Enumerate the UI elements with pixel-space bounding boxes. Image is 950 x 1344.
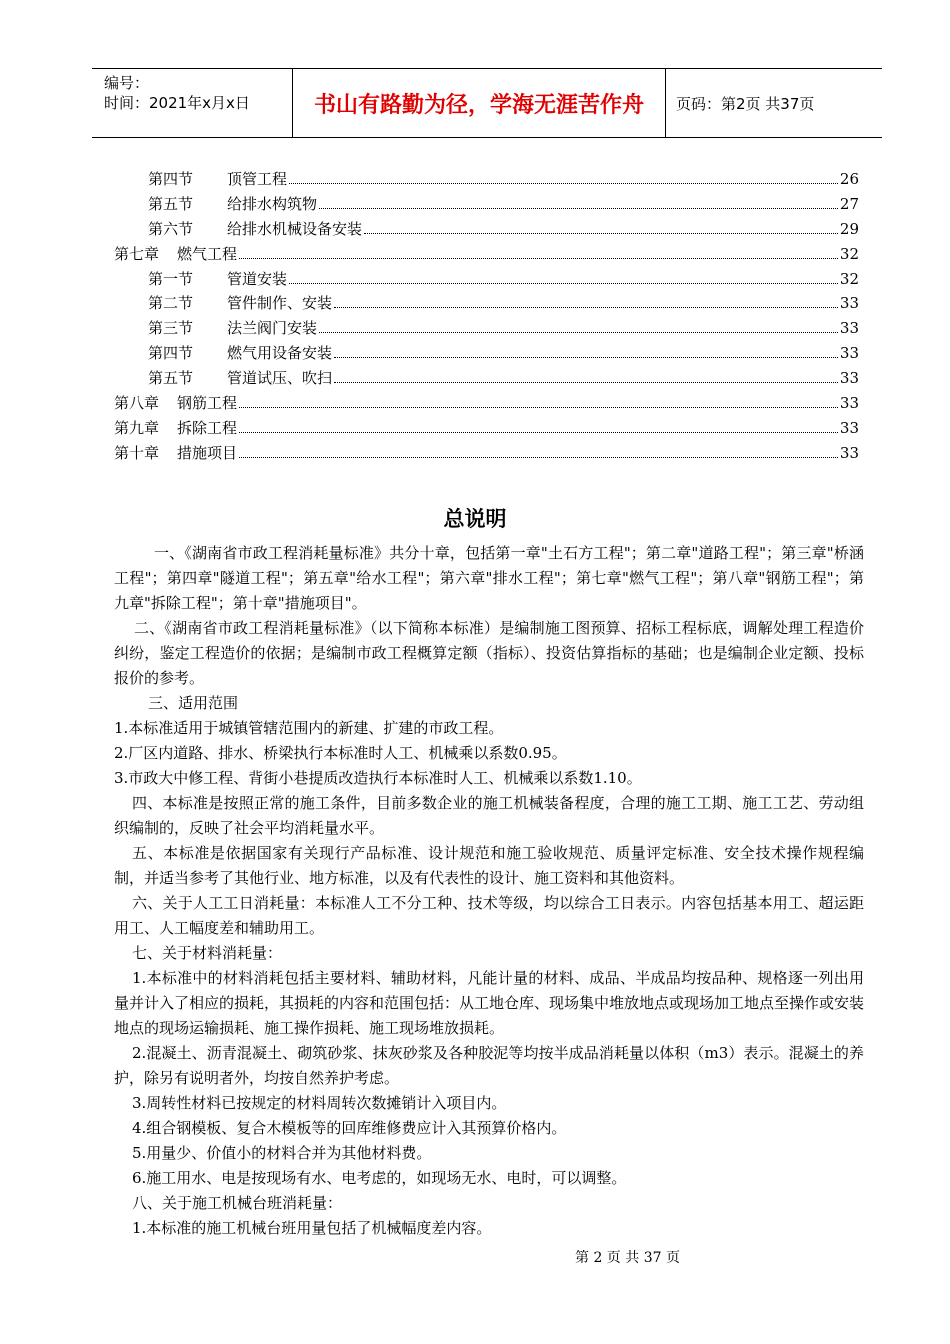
paragraph: 6.施工用水、电是按现场有水、电考虑的，如现场无水、电时，可以调整。 xyxy=(132,1169,627,1187)
toc-entry-number: 第五节 xyxy=(148,194,194,213)
paragraph: 三、适用范围 xyxy=(148,694,239,712)
table-of-contents xyxy=(114,168,859,467)
toc-entry[interactable] xyxy=(114,317,859,342)
toc-dot-leader xyxy=(334,382,838,383)
paragraph: 3.市政大中修工程、背街小巷提质改造执行本标准时人工、机械乘以系数1.10。 xyxy=(114,769,642,787)
toc-entry-number: 第五节 xyxy=(148,369,194,388)
toc-entry-title: 给排水构筑物 xyxy=(227,194,318,213)
toc-entry-title: 管道安装 xyxy=(227,269,288,288)
toc-entry[interactable] xyxy=(114,367,859,392)
toc-entry[interactable] xyxy=(114,442,859,467)
toc-entry-page: 33 xyxy=(839,394,859,413)
toc-dot-leader xyxy=(319,208,838,209)
header-meta xyxy=(92,69,293,137)
toc-dot-leader xyxy=(364,233,838,234)
toc-entry-page: 33 xyxy=(839,369,859,388)
toc-dot-leader xyxy=(334,357,838,358)
paragraph: 一、《湖南省市政工程消耗量标准》共分十章，包括第一章"土石方工程"；第二章"道路工程"；第三章"桥涵工程"；第四章"隧道工程"；第五章"给水工程"；第六章"排水工程"；第七章"燃气工程"；第八章"钢筋工程"；第九章"拆除工程"；第十章"措施项目"。 xyxy=(114,544,864,612)
toc-entry-title: 法兰阀门安装 xyxy=(227,319,318,338)
toc-dot-leader xyxy=(239,258,838,259)
toc-entry-title: 措施项目 xyxy=(177,443,238,462)
toc-entry[interactable] xyxy=(114,417,859,442)
toc-entry-page: 33 xyxy=(839,294,859,313)
serial-label: 编号： xyxy=(104,74,150,92)
toc-entry-page: 29 xyxy=(839,219,859,238)
toc-entry-number: 第七章 xyxy=(114,244,160,263)
toc-entry-page: 33 xyxy=(839,418,859,437)
paragraph: 1.本标准的施工机械台班用量包括了机械幅度差内容。 xyxy=(132,1219,492,1237)
toc-entry-number: 第六节 xyxy=(148,219,194,238)
toc-entry[interactable] xyxy=(114,193,859,218)
toc-entry[interactable] xyxy=(114,218,859,243)
toc-entry-title: 钢筋工程 xyxy=(177,394,238,413)
toc-entry-page: 32 xyxy=(839,269,859,288)
toc-entry-number: 第三节 xyxy=(148,319,194,338)
toc-entry-page: 32 xyxy=(839,244,859,263)
toc-entry-title: 管件制作、安装 xyxy=(227,294,333,313)
toc-dot-leader xyxy=(319,332,838,333)
page-footer xyxy=(0,1247,950,1267)
toc-entry-number: 第一节 xyxy=(148,269,194,288)
toc-dot-leader xyxy=(239,407,838,408)
paragraph: 2.厂区内道路、排水、桥梁执行本标准时人工、机械乘以系数0.95。 xyxy=(114,744,567,762)
toc-entry-page: 33 xyxy=(839,344,859,363)
toc-entry[interactable] xyxy=(114,168,859,193)
toc-entry-number: 第二节 xyxy=(148,294,194,313)
toc-dot-leader xyxy=(239,457,838,458)
paragraph: 5.用量少、价值小的材料合并为其他材料费。 xyxy=(132,1144,432,1162)
toc-dot-leader xyxy=(239,432,838,433)
paragraph: 八、关于施工机械台班消耗量： xyxy=(132,1194,343,1212)
toc-entry[interactable] xyxy=(114,243,859,268)
body-text xyxy=(114,541,864,1241)
header-page-label: 页码：第2页 共37页 xyxy=(676,94,815,113)
toc-entry-title: 燃气工程 xyxy=(177,244,238,263)
paragraph: 五、本标准是依据国家有关现行产品标准、设计规范和施工验收规范、质量评定标准、安全技术操作规程编制，并适当参考了其他行业、地方标准，以及有代表性的设计、施工资料和其他资料。 xyxy=(114,844,864,887)
toc-entry[interactable] xyxy=(114,268,859,293)
toc-entry-title: 燃气用设备安装 xyxy=(227,344,333,363)
toc-entry-page: 27 xyxy=(839,194,859,213)
toc-dot-leader xyxy=(289,283,838,284)
toc-entry-page: 33 xyxy=(839,319,859,338)
toc-entry-number: 第四节 xyxy=(148,170,194,188)
toc-entry-title: 管道试压、吹扫 xyxy=(227,369,333,388)
paragraph: 六、关于人工工日消耗量：本标准人工不分工种、技术等级，均以综合工日表示。内容包括基本用工、超运距用工、人工幅度差和辅助用工。 xyxy=(114,894,864,937)
section-title: 总说明 xyxy=(443,507,507,531)
toc-entry-title: 顶管工程 xyxy=(227,170,288,188)
toc-dot-leader xyxy=(289,183,838,184)
toc-entry-number: 第八章 xyxy=(114,394,160,413)
page-header xyxy=(92,68,882,138)
toc-entry[interactable] xyxy=(114,342,859,367)
toc-entry-number: 第十章 xyxy=(114,443,160,462)
paragraph: 3.周转性材料已按规定的材料周转次数摊销计入项目内。 xyxy=(132,1094,507,1112)
paragraph: 1.本标准适用于城镇管辖范围内的新建、扩建的市政工程。 xyxy=(114,719,504,737)
toc-entry-number: 第九章 xyxy=(114,418,160,437)
paragraph: 二、《湖南省市政工程消耗量标准》（以下简称本标准）是编制施工图预算、招标工程标底，调解处理工程造价纠纷，鉴定工程造价的依据；是编制市政工程概算定额（指标）、投资估算指标的基础；也是编制企业定额、投标报价的参考。 xyxy=(114,619,864,687)
time-label: 时间：2021年x月x日 xyxy=(104,94,250,112)
toc-entry-title: 给排水机械设备安装 xyxy=(227,219,363,238)
toc-entry[interactable] xyxy=(114,392,859,417)
toc-entry-title: 拆除工程 xyxy=(177,418,238,437)
toc-entry-page: 33 xyxy=(839,443,859,462)
paragraph: 4.组合钢模板、复合木模板等的回库维修费应计入其预算价格内。 xyxy=(132,1119,567,1137)
paragraph: 四、本标准是按照正常的施工条件，目前多数企业的施工机械装备程度，合理的施工工期、施工工艺、劳动组织编制的，反映了社会平均消耗量水平。 xyxy=(114,794,864,837)
header-motto: 书山有路勤为径，学海无涯苦作舟 xyxy=(293,69,666,137)
paragraph: 1.本标准中的材料消耗包括主要材料、辅助材料，凡能计量的材料、成品、半成品均按品种、规格逐一列出用量并计入了相应的损耗，其损耗的内容和范围包括：从工地仓库、现场集中堆放地点或现场加工地点至操作或安装地点的现场运输损耗、施工操作损耗、施工现场堆放损耗。 xyxy=(114,969,865,1037)
paragraph: 七、关于材料消耗量： xyxy=(132,944,283,962)
paragraph: 2.混凝土、沥青混凝土、砌筑砂浆、抹灰砂浆及各种胶泥等均按半成品消耗量以体积（m3）表示。混凝土的养护，除另有说明者外，均按自然养护考虑。 xyxy=(114,1044,864,1087)
footer-page-number: 第 2 页 共 37 页 xyxy=(575,1250,680,1266)
toc-entry-page: 26 xyxy=(839,170,859,188)
toc-dot-leader xyxy=(334,307,838,308)
toc-entry[interactable] xyxy=(114,292,859,317)
toc-entry-number: 第四节 xyxy=(148,344,194,363)
